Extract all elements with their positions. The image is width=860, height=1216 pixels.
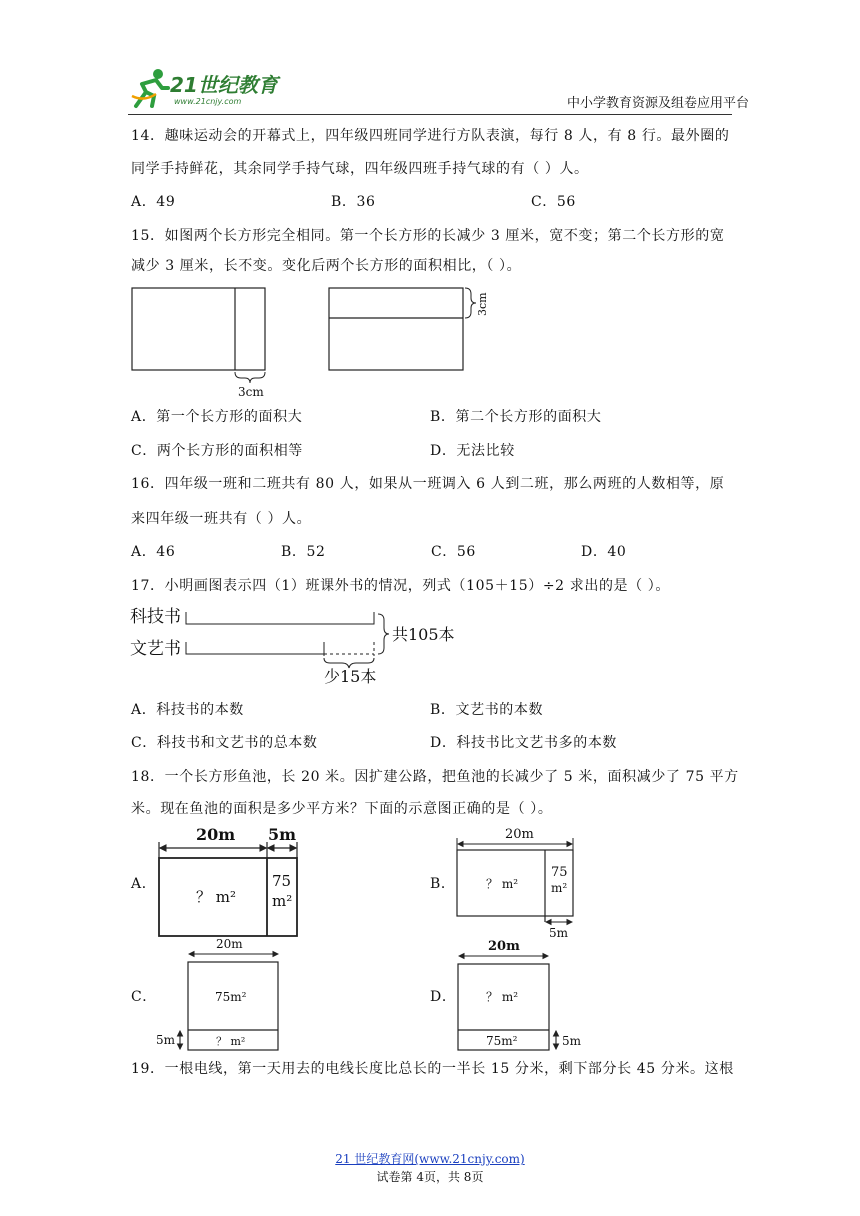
q16-option-b: B．52	[281, 544, 326, 560]
q18d-len5: 5m	[562, 1034, 582, 1048]
q15-brace-bottom	[235, 372, 265, 383]
q14-line2: 同学手持鲜花，其余同学手持气球，四年级四班手持气球的有（ ）人。	[131, 161, 589, 177]
q18-figure-a	[150, 824, 310, 942]
logo	[128, 66, 288, 112]
header-divider	[128, 114, 732, 115]
footer-link[interactable]: 21 世纪教育网(www.21cnjy.com)	[335, 1152, 525, 1166]
q16-option-d: D．40	[581, 544, 627, 560]
q15-figure	[125, 282, 505, 404]
q15-option-b: B．第二个长方形的面积大	[430, 409, 602, 425]
q14-option-a: A．49	[131, 194, 176, 210]
q17-bar-literature	[186, 642, 324, 654]
q18c-len5: 5m	[156, 1033, 176, 1047]
q18b-unknown: ？ m²	[486, 877, 519, 891]
q18d-area75: 75m²	[486, 1034, 518, 1048]
q17-label-literature: 文艺书	[130, 639, 181, 659]
q18b-area-bot: m²	[551, 881, 568, 895]
q18c-area75: 75m²	[215, 990, 247, 1004]
q15-line1: 15．如图两个长方形完全相同。第一个长方形的长减少 3 厘米，宽不变；第二个长方形的宽	[131, 228, 725, 244]
q18b-area-top: 75	[551, 865, 568, 880]
q18-option-a-label: A．	[131, 876, 157, 892]
q17-label-total: 共105本	[392, 625, 455, 644]
q18a-unknown: ？ m²	[196, 888, 237, 906]
header-platform-text: 中小学教育资源及组卷应用平台	[567, 96, 750, 111]
q18a-len20: 20m	[196, 825, 236, 844]
logo-main-text: 21世纪教育	[170, 73, 278, 97]
q18b-len20: 20m	[505, 827, 534, 842]
q18-line1: 18．一个长方形鱼池，长 20 米。因扩建公路，把鱼池的长减少了 5 米，面积减少了 75 平方	[131, 769, 739, 785]
q15-option-d: D．无法比较	[430, 443, 515, 459]
q18d-unknown: ？ m²	[486, 990, 519, 1004]
q17-bar-science	[186, 612, 374, 624]
q16-option-a: A．46	[131, 544, 176, 560]
q17-brace-total	[378, 614, 389, 654]
q18-figure-d	[450, 934, 590, 1054]
q14-line1: 14．趣味运动会的开幕式上，四年级四班同学进行方队表演，每行 8 人，有 8 行。最外圈的	[131, 128, 730, 144]
q15-label-3cm-right: 3cm	[476, 292, 489, 316]
q18d-len20: 20m	[488, 939, 520, 954]
q19-line1: 19．一根电线，第一天用去的电线长度比总长的一半长 15 分米，剩下部分长 45 分米。这根	[131, 1061, 734, 1077]
q15-brace-right	[465, 288, 476, 318]
footer-page-number: 试卷第 4页，共 8页	[376, 1170, 484, 1184]
q18a-len5: 5m	[268, 825, 297, 844]
q18c-len20: 20m	[216, 937, 243, 951]
q17-option-a: A．科技书的本数	[131, 702, 244, 718]
q18-figure-b	[450, 824, 580, 942]
q18-option-c-label: C．	[131, 989, 157, 1005]
q17-figure	[128, 600, 468, 690]
q15-option-a: A．第一个长方形的面积大	[131, 409, 303, 425]
q14-option-c: C．56	[531, 194, 576, 210]
q18b-len5: 5m	[549, 926, 569, 940]
q18-option-b-label: B．	[430, 876, 456, 892]
q16-line1: 16．四年级一班和二班共有 80 人，如果从一班调入 6 人到二班，那么两班的人数相等，原	[131, 476, 725, 492]
q17-label-science: 科技书	[130, 607, 181, 627]
q15-line2: 减少 3 厘米，长不变。变化后两个长方形的面积相比，（ ）。	[131, 258, 522, 274]
q16-line2: 来四年级一班共有（ ）人。	[131, 511, 312, 527]
q18c-unknown: ？ m²	[216, 1035, 246, 1048]
q15-rect2	[329, 288, 463, 370]
q17-label-diff: 少15本	[324, 667, 377, 686]
runner-logo-icon	[128, 66, 172, 110]
q17-option-d: D．科技书比文艺书多的本数	[430, 735, 618, 751]
q18a-area-top: 75	[272, 872, 292, 890]
q14-option-b: B．36	[331, 194, 376, 210]
logo-sub-text: www.21cnjy.com	[174, 97, 242, 106]
q17-line1: 17．小明画图表示四（1）班课外书的情况，列式（105＋15）÷2 求出的是（ ）。	[131, 578, 670, 594]
q15-option-c: C．两个长方形的面积相等	[131, 443, 303, 459]
q18-option-d-label: D．	[430, 989, 457, 1005]
q15-label-3cm-bottom: 3cm	[238, 385, 264, 399]
q17-option-c: C．科技书和文艺书的总本数	[131, 735, 318, 751]
q17-option-b: B．文艺书的本数	[430, 702, 544, 718]
q18-line2: 米。现在鱼池的面积是多少平方米？下面的示意图正确的是（ ）。	[131, 801, 553, 817]
q15-rect1	[132, 288, 265, 370]
q16-option-c: C．56	[431, 544, 476, 560]
q18a-area-bot: m²	[272, 892, 293, 910]
q18-figure-c	[152, 934, 287, 1054]
